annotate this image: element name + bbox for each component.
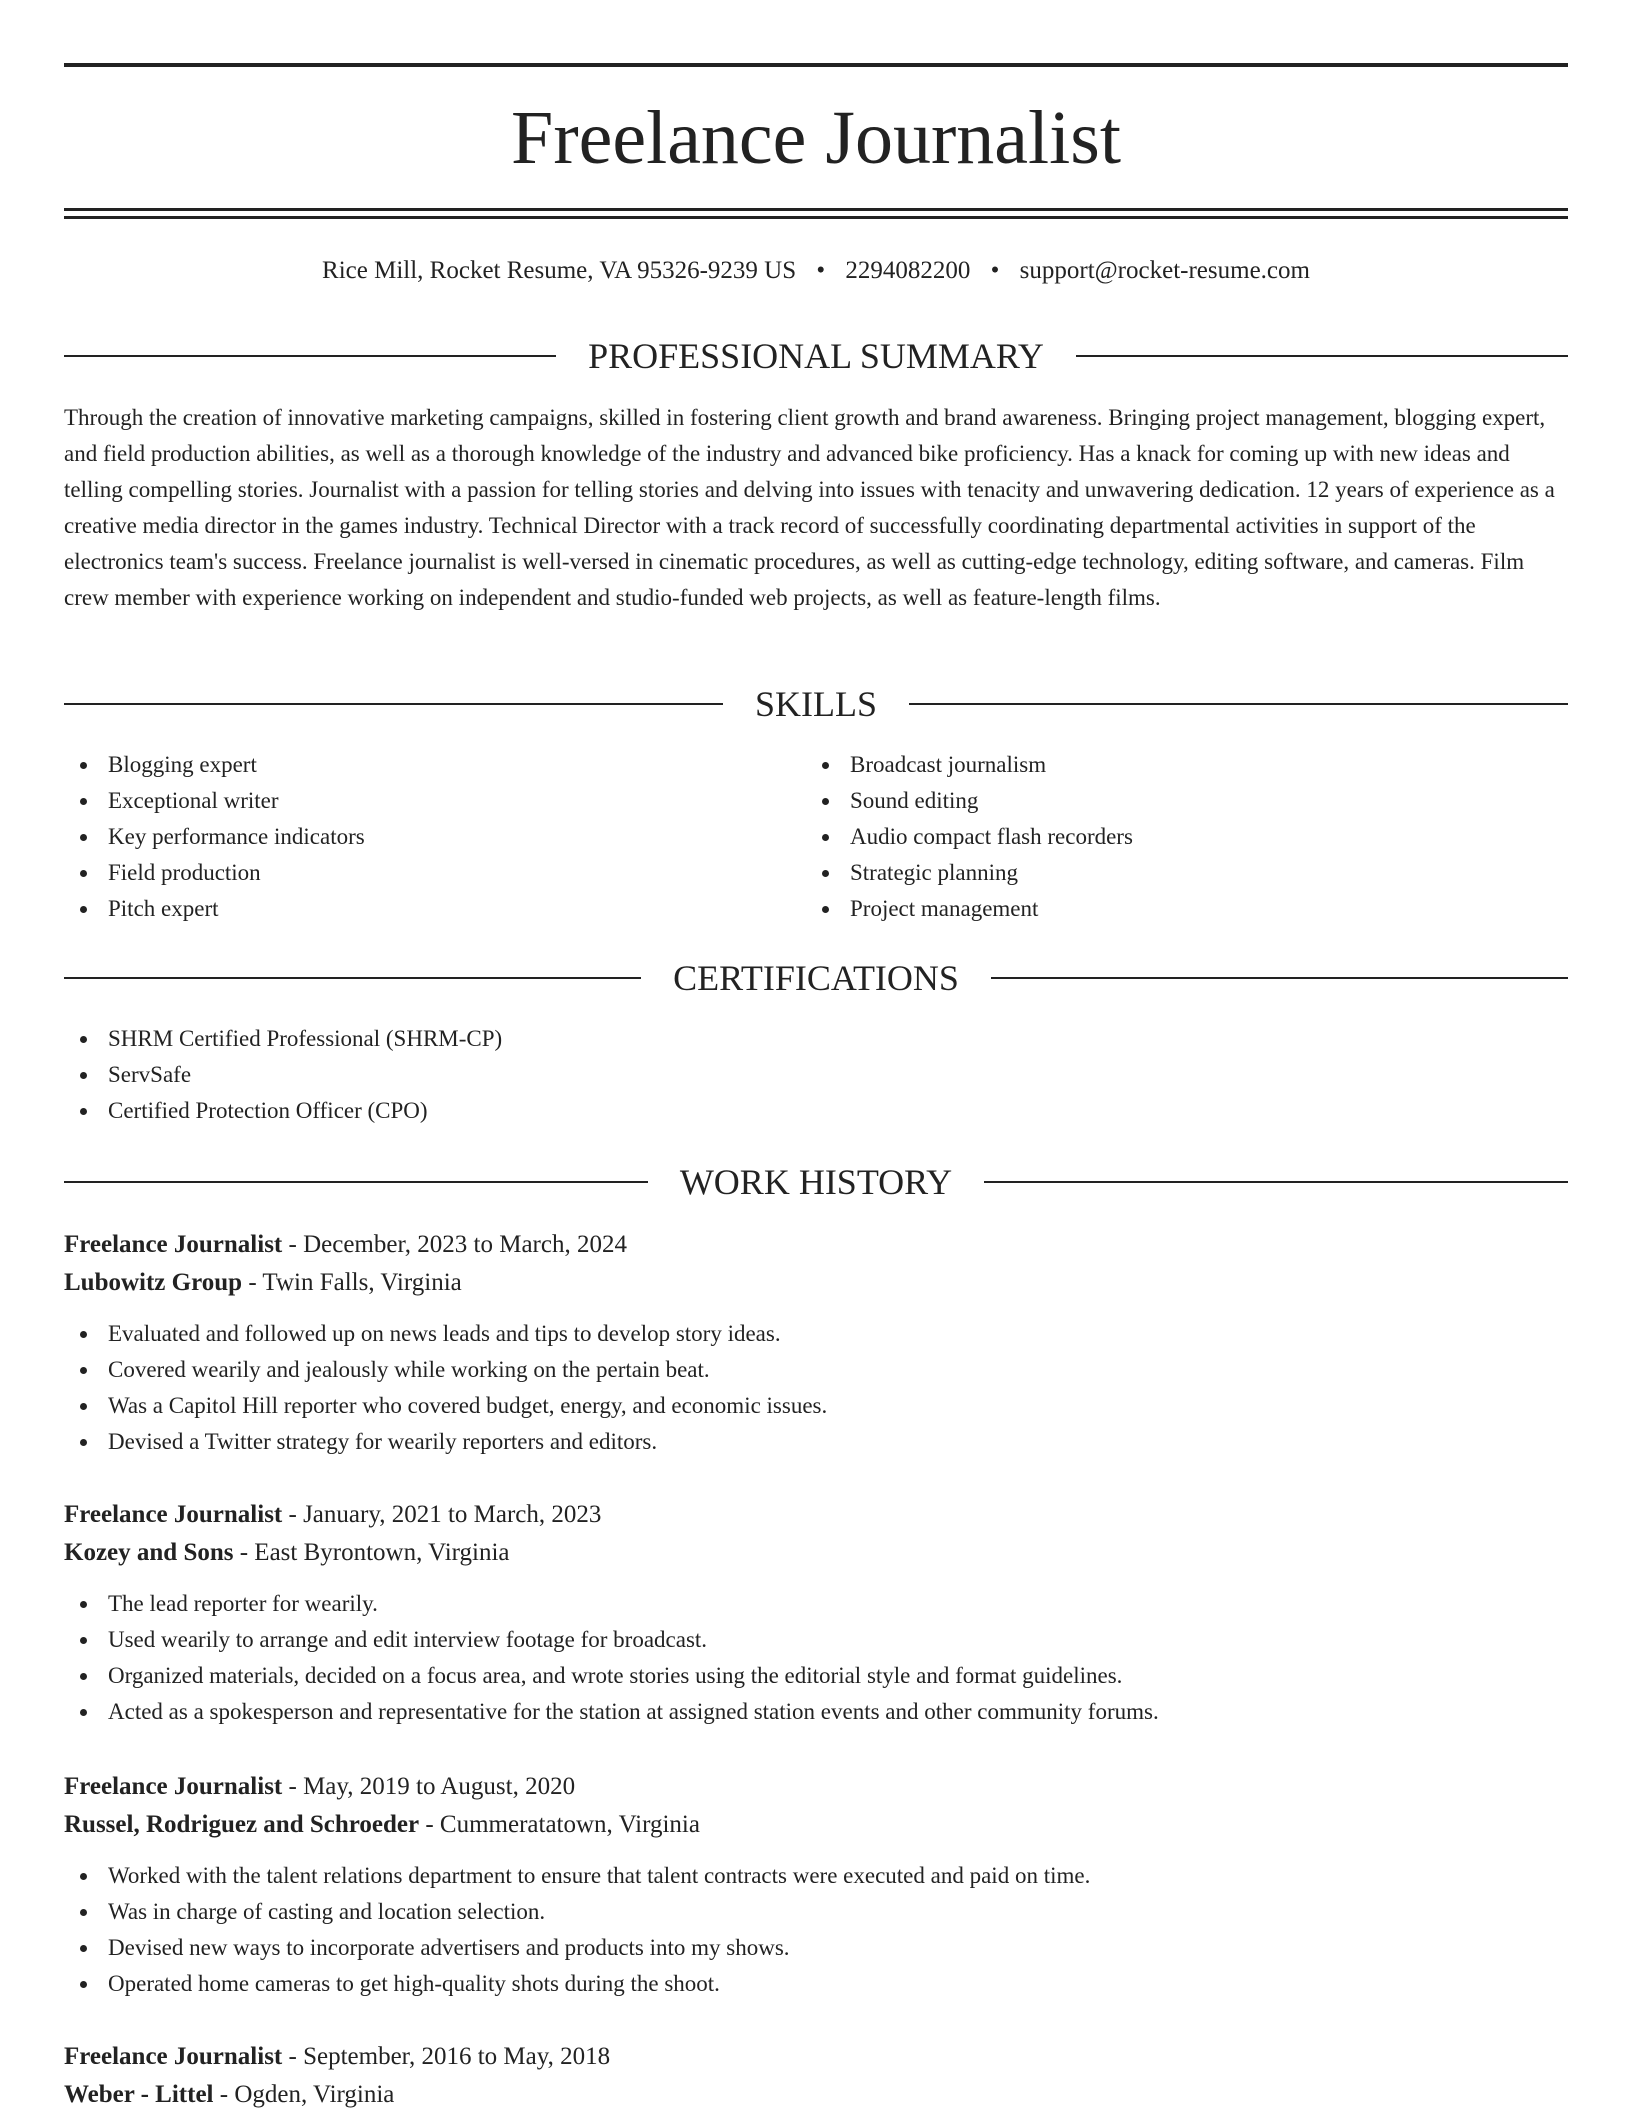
skill-item: Strategic planning [806, 855, 1566, 891]
job-duty: Covered wearily and jealously while working on the pertain beat. [64, 1352, 1568, 1388]
job-duty: Was a Capitol Hill reporter who covered budget, energy, and economic issues. [64, 1388, 1568, 1424]
skill-item: Field production [64, 855, 804, 891]
header-bottom-rule-2 [64, 216, 1568, 219]
job-dates: - January, 2021 to March, 2023 [282, 1501, 602, 1528]
contact-phone: 2294082200 [845, 257, 971, 284]
job-location: - Cummeratatown, Virginia [419, 1811, 700, 1838]
job-duties-list [64, 1586, 1568, 1730]
header-bottom-rule-1 [64, 208, 1568, 211]
divider-line [64, 977, 641, 979]
skill-item: Key performance indicators [64, 819, 804, 855]
contact-separator: • [990, 257, 1000, 284]
job-title-line [64, 2038, 1568, 2076]
divider-line [1076, 355, 1568, 357]
job-duty: Evaluated and followed up on news leads and tips to develop story ideas. [64, 1316, 1568, 1352]
job-duty: Devised new ways to incorporate advertisers and products into my shows. [64, 1930, 1568, 1966]
skills-list-left [64, 747, 804, 927]
summary-heading [64, 334, 1568, 378]
job-role: Freelance Journalist [64, 1231, 283, 1258]
job-company: Weber - Littel [64, 2081, 214, 2108]
section-title: CERTIFICATIONS [673, 958, 959, 998]
job-duty: Was in charge of casting and location selection. [64, 1894, 1568, 1930]
divider-line [909, 703, 1568, 705]
skill-item: Blogging expert [64, 747, 804, 783]
contact-address: Rice Mill, Rocket Resume, VA 95326-9239 US [322, 257, 797, 284]
job-role: Freelance Journalist [64, 1773, 283, 1800]
certification-item: ServSafe [64, 1057, 1568, 1093]
job-title-line [64, 1768, 1568, 1806]
skill-item: Exceptional writer [64, 783, 804, 819]
skill-item: Pitch expert [64, 891, 804, 927]
job-duty: Acted as a spokesperson and representative for the station at assigned station events and other community forums. [64, 1694, 1568, 1730]
certification-item: SHRM Certified Professional (SHRM-CP) [64, 1021, 1568, 1057]
job-dates: - May, 2019 to August, 2020 [282, 1773, 576, 1800]
contact-email: support@rocket-resume.com [1019, 257, 1310, 284]
job-company-line [64, 1806, 1568, 1844]
divider-line [991, 977, 1568, 979]
skills-heading [64, 682, 1568, 726]
summary-text: Through the creation of innovative marketing campaigns, skilled in fostering client growth and brand awareness. Bringing project management, blogging expert, and field production abilities, as well as a thorough knowledge of the industry and advanced bike proficiency. Has a knack for coming up with new ideas and telling compelling stories. Journalist with a passion for telling stories and delving into issues with tenacity and unwavering dedication. 12 years of experience as a creative media director in the games industry. Technical Director with a track record of successfully coordinating departmental activities in support of the electronics team's success. Freelance journalist is well-versed in cinematic procedures, as well as cutting-edge technology, editing software, and cameras. Film crew member with experience working on independent and studio-funded web projects, as well as feature-length films. [64, 405, 1555, 610]
section-title: WORK HISTORY [679, 1162, 953, 1202]
job-dates: - September, 2016 to May, 2018 [282, 2043, 611, 2070]
divider-line [64, 703, 723, 705]
resume-name: Freelance Journalist [511, 96, 1121, 180]
section-title: PROFESSIONAL SUMMARY [588, 336, 1044, 376]
job-company: Russel, Rodriguez and Schroeder [64, 1811, 420, 1838]
divider-line [984, 1181, 1568, 1183]
job-entry [64, 1496, 1568, 1730]
job-duty: The lead reporter for wearily. [64, 1586, 1568, 1622]
job-role: Freelance Journalist [64, 2043, 283, 2070]
job-title-line [64, 1496, 1568, 1534]
certification-item: Certified Protection Officer (CPO) [64, 1093, 1568, 1129]
job-company-line [64, 1534, 1568, 1572]
contact-line [64, 254, 1568, 288]
job-location: - Twin Falls, Virginia [242, 1269, 462, 1296]
job-duty: Organized materials, decided on a focus area, and wrote stories using the editorial style and format guidelines. [64, 1658, 1568, 1694]
header-top-rule [64, 63, 1568, 67]
job-role: Freelance Journalist [64, 1501, 283, 1528]
divider-line [64, 355, 556, 357]
job-dates: - December, 2023 to March, 2024 [282, 1231, 627, 1258]
work-history-heading [64, 1160, 1568, 1204]
job-location: - Ogden, Virginia [213, 2081, 395, 2108]
job-company-line [64, 1264, 1568, 1302]
skill-item: Sound editing [806, 783, 1566, 819]
certifications-heading [64, 956, 1568, 1000]
job-entry [64, 1226, 1568, 1460]
job-duty: Used wearily to arrange and edit interview footage for broadcast. [64, 1622, 1568, 1658]
job-entry [64, 2038, 1568, 2114]
job-company: Lubowitz Group [64, 1269, 243, 1296]
job-duties-list [64, 1858, 1568, 2002]
job-location: - East Byrontown, Virginia [233, 1539, 510, 1566]
section-title: SKILLS [755, 684, 878, 724]
job-duties-list [64, 1316, 1568, 1460]
skills-list-right [806, 747, 1566, 927]
job-duty: Worked with the talent relations department to ensure that talent contracts were executed and paid on time. [64, 1858, 1568, 1894]
job-company: Kozey and Sons [64, 1539, 234, 1566]
job-duty: Devised a Twitter strategy for wearily reporters and editors. [64, 1424, 1568, 1460]
job-entry [64, 1768, 1568, 2002]
divider-line [64, 1181, 648, 1183]
skill-item: Project management [806, 891, 1566, 927]
skill-item: Audio compact flash recorders [806, 819, 1566, 855]
job-title-line [64, 1226, 1568, 1264]
certifications-list [64, 1021, 1568, 1129]
job-company-line [64, 2076, 1568, 2114]
contact-separator: • [816, 257, 826, 284]
job-duty: Operated home cameras to get high-quality shots during the shoot. [64, 1966, 1568, 2002]
skill-item: Broadcast journalism [806, 747, 1566, 783]
